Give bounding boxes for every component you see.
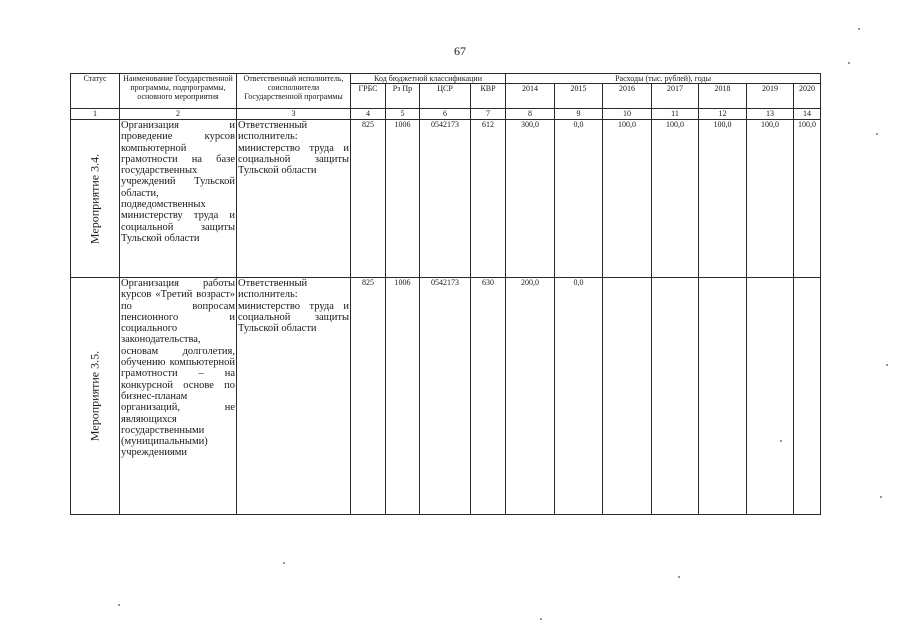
column-number: 11 [652,109,699,120]
column-number: 2 [120,109,237,120]
scan-speck [780,440,782,442]
header-year: 2020 [794,84,821,109]
expense-2018 [699,278,747,515]
scan-speck [848,62,850,64]
column-number: 3 [237,109,351,120]
column-number: 1 [71,109,120,120]
header-year: 2015 [555,84,603,109]
expense-2017: 100,0 [652,120,699,278]
column-number: 12 [699,109,747,120]
header-year: 2018 [699,84,747,109]
header-executor: Ответственный исполнитель, соисполнители Государственной программы [237,74,351,109]
header-csr: ЦСР [420,84,471,109]
expense-2015: 0,0 [555,120,603,278]
header-year: 2017 [652,84,699,109]
measure-name: Организация работы курсов «Третий возраст» по вопросам пенсионного и социального законодательства, основам долголетия, обучению компьютерной грамотности – на конкурсной основе по бизнес-планам организаций, не являющихся государственными (муниципальными) учреждениями [120,278,237,515]
expense-2019: 100,0 [747,120,794,278]
status-cell [71,120,120,278]
budget-table [70,73,821,515]
scan-speck [886,364,888,366]
column-number: 6 [420,109,471,120]
expense-2018: 100,0 [699,120,747,278]
header-year: 2014 [506,84,555,109]
status-cell [71,278,120,515]
rzpr-cell: 1006 [386,278,420,515]
csr-cell: 0542173 [420,120,471,278]
header-row [71,74,821,84]
column-number: 8 [506,109,555,120]
column-number: 14 [794,109,821,120]
table-row [71,278,821,515]
scan-speck [118,604,120,606]
header-kvr: КВР [471,84,506,109]
column-number: 10 [603,109,652,120]
expense-2020: 100,0 [794,120,821,278]
header-budget-code: Код бюджетной классификации [351,74,506,84]
expense-2014: 300,0 [506,120,555,278]
scan-speck [283,562,285,564]
expense-2016: 100,0 [603,120,652,278]
scan-speck [540,618,542,620]
status-label: Мероприятие 3.4. [87,153,102,244]
header-expenses: Расходы (тыс. рублей), годы [506,74,821,84]
scan-speck [880,496,882,498]
scan-speck [678,576,680,578]
kvr-cell: 612 [471,120,506,278]
header-grbs: ГРБС [351,84,386,109]
header-status: Статус [71,74,120,109]
kvr-cell: 630 [471,278,506,515]
expense-2020 [794,278,821,515]
rzpr-cell: 1006 [386,120,420,278]
table-row [71,120,821,278]
scan-speck [876,133,878,135]
header-year: 2019 [747,84,794,109]
column-number: 13 [747,109,794,120]
column-number: 9 [555,109,603,120]
csr-cell: 0542173 [420,278,471,515]
measure-name: Организация и проведение курсов компьютерной грамотности на базе государственных учреждений Тульской области, подведомственных министерству труда и социальной защиты Тульской области [120,120,237,278]
page-number: 67 [454,44,466,58]
header-program-name: Наименование Государственной программы, подпрограммы, основного мероприятия [120,74,237,109]
scan-speck [858,28,860,30]
column-number-row [71,109,821,120]
expense-2017 [652,278,699,515]
expense-2015: 0,0 [555,278,603,515]
column-number: 5 [386,109,420,120]
column-number: 4 [351,109,386,120]
header-rzpr: Рз Пр [386,84,420,109]
grbs-cell: 825 [351,278,386,515]
executor-cell: Ответственный исполнитель: министерство труда и социальной защиты Тульской области [237,278,351,515]
status-label: Мероприятие 3.5. [87,350,102,442]
column-number: 7 [471,109,506,120]
executor-cell: Ответственный исполнитель: министерство труда и социальной защиты Тульской области [237,120,351,278]
header-year: 2016 [603,84,652,109]
expense-2016 [603,278,652,515]
expense-2019 [747,278,794,515]
grbs-cell: 825 [351,120,386,278]
expense-2014: 200,0 [506,278,555,515]
